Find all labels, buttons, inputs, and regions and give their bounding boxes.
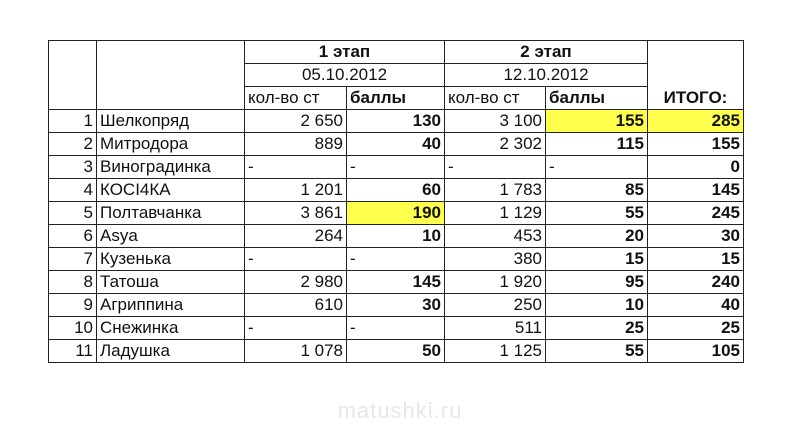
table-row — [49, 202, 744, 225]
table-row — [49, 225, 744, 248]
stage-2-date: 12.10.2012 — [445, 64, 648, 87]
row-number: 4 — [49, 179, 97, 202]
total-points: 40 — [648, 294, 744, 317]
stage-1-count-header: кол-во ст — [245, 87, 347, 110]
stage-1-count: - — [245, 317, 347, 340]
results-table — [48, 40, 744, 363]
table-row — [49, 133, 744, 156]
participant-name: Asya — [97, 225, 245, 248]
stage-1-count: 1 078 — [245, 340, 347, 363]
header-stage-row — [49, 41, 744, 64]
row-number: 2 — [49, 133, 97, 156]
table-row — [49, 179, 744, 202]
stage-2-points: 55 — [546, 202, 648, 225]
total-points: 245 — [648, 202, 744, 225]
stage-2-points: 155 — [546, 110, 648, 133]
stage-2-count: 3 100 — [445, 110, 546, 133]
row-number: 5 — [49, 202, 97, 225]
stage-1-points: - — [347, 156, 445, 179]
stage-2-count: - — [445, 156, 546, 179]
stage-1-count: 3 861 — [245, 202, 347, 225]
stage-1-points: 145 — [347, 271, 445, 294]
stage-1-count: 264 — [245, 225, 347, 248]
total-points: 25 — [648, 317, 744, 340]
stage-1-count: 2 650 — [245, 110, 347, 133]
stage-1-points: - — [347, 317, 445, 340]
stage-2-points: 20 — [546, 225, 648, 248]
stage-1-count: 610 — [245, 294, 347, 317]
stage-1-points: 50 — [347, 340, 445, 363]
participant-name: КОСІ4КА — [97, 179, 245, 202]
stage-1-points-header: баллы — [347, 87, 445, 110]
stage-2-count: 1 783 — [445, 179, 546, 202]
total-points: 0 — [648, 156, 744, 179]
total-header: ИТОГО: — [648, 87, 744, 110]
stage-2-count: 511 — [445, 317, 546, 340]
participant-name: Шелкопряд — [97, 110, 245, 133]
stage-2-points: 55 — [546, 340, 648, 363]
stage-1-points: 30 — [347, 294, 445, 317]
stage-2-count: 453 — [445, 225, 546, 248]
participant-name: Митродора — [97, 133, 245, 156]
table-row — [49, 271, 744, 294]
stage-1-points: 40 — [347, 133, 445, 156]
stage-2-count-header: кол-во ст — [445, 87, 546, 110]
stage-2-count: 1 920 — [445, 271, 546, 294]
stage-2-points: 115 — [546, 133, 648, 156]
total-points: 285 — [648, 110, 744, 133]
stage-2-points-header: баллы — [546, 87, 648, 110]
stage-1-points: 60 — [347, 179, 445, 202]
row-number: 6 — [49, 225, 97, 248]
participant-name: Кузенька — [97, 248, 245, 271]
row-number: 10 — [49, 317, 97, 340]
participant-name: Виноградинка — [97, 156, 245, 179]
total-points: 145 — [648, 179, 744, 202]
stage-1-points: 10 — [347, 225, 445, 248]
stage-2-count: 1 125 — [445, 340, 546, 363]
row-number: 7 — [49, 248, 97, 271]
stage-1-count: - — [245, 248, 347, 271]
table-row — [49, 156, 744, 179]
participant-name: Полтавчанка — [97, 202, 245, 225]
stage-2-points: 10 — [546, 294, 648, 317]
stage-2-points: 85 — [546, 179, 648, 202]
row-number: 1 — [49, 110, 97, 133]
stage-1-count: - — [245, 156, 347, 179]
stage-1-count: 889 — [245, 133, 347, 156]
stage-1-date: 05.10.2012 — [245, 64, 445, 87]
header-empty-name — [97, 41, 245, 110]
stage-2-count: 2 302 — [445, 133, 546, 156]
total-points: 30 — [648, 225, 744, 248]
total-points: 240 — [648, 271, 744, 294]
row-number: 3 — [49, 156, 97, 179]
stage-1-count: 2 980 — [245, 271, 347, 294]
watermark: matushki.ru — [337, 398, 463, 423]
participant-name: Снежинка — [97, 317, 245, 340]
total-points: 155 — [648, 133, 744, 156]
stage-1-points: 190 — [347, 202, 445, 225]
stage-2-points: 95 — [546, 271, 648, 294]
stage-1-points: - — [347, 248, 445, 271]
row-number: 9 — [49, 294, 97, 317]
stage-2-points: 25 — [546, 317, 648, 340]
table-row — [49, 294, 744, 317]
stage-2-count: 250 — [445, 294, 546, 317]
participant-name: Агриппина — [97, 294, 245, 317]
table-row — [49, 248, 744, 271]
stage-2-points: - — [546, 156, 648, 179]
row-number: 8 — [49, 271, 97, 294]
stage-2-count: 1 129 — [445, 202, 546, 225]
header-empty-total — [648, 41, 744, 87]
stage-1-title: 1 этап — [245, 41, 445, 64]
table-row — [49, 340, 744, 363]
stage-2-points: 15 — [546, 248, 648, 271]
total-points: 15 — [648, 248, 744, 271]
stage-2-count: 380 — [445, 248, 546, 271]
header-empty-number — [49, 41, 97, 110]
stage-1-points: 130 — [347, 110, 445, 133]
stage-2-title: 2 этап — [445, 41, 648, 64]
total-points: 105 — [648, 340, 744, 363]
participant-name: Ладушка — [97, 340, 245, 363]
participant-name: Татоша — [97, 271, 245, 294]
stage-1-count: 1 201 — [245, 179, 347, 202]
row-number: 11 — [49, 340, 97, 363]
table-row — [49, 317, 744, 340]
table-row — [49, 110, 744, 133]
